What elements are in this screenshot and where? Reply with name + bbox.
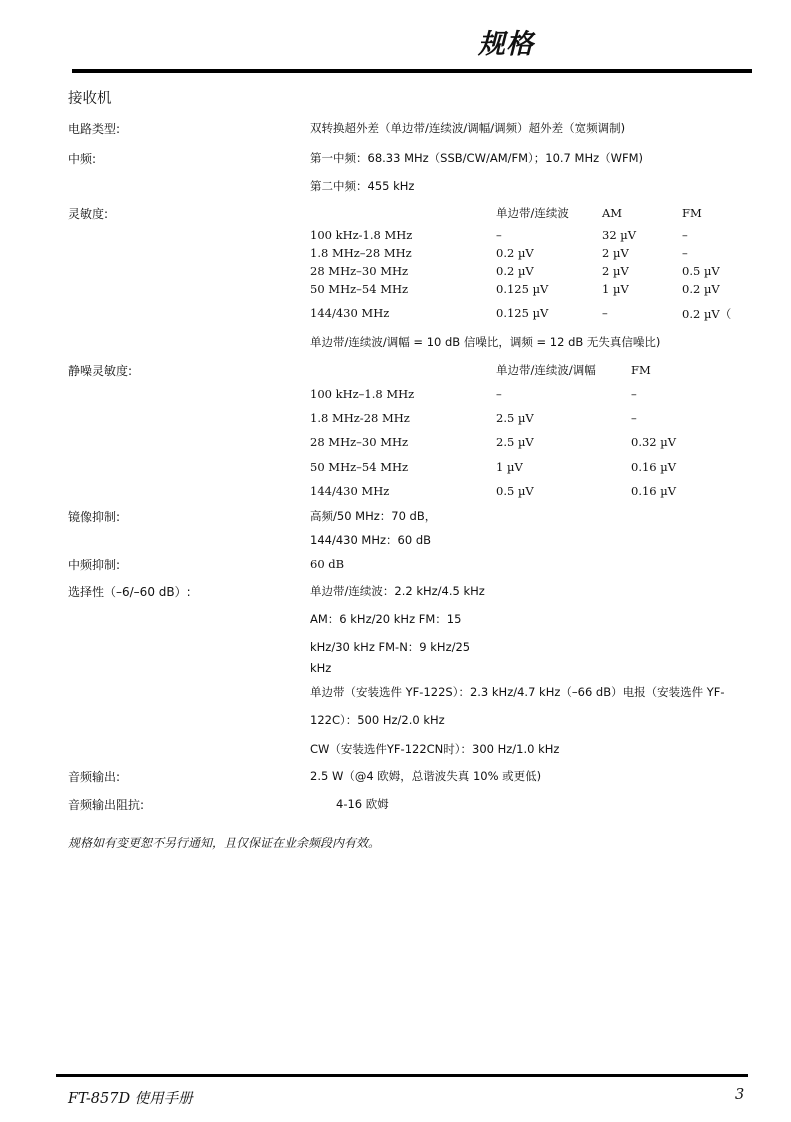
- sq-row-0-ssb: –: [496, 387, 502, 401]
- squelch-header-fm: FM: [631, 363, 651, 377]
- sensitivity-header-ssb: 单边带/连续波: [496, 206, 569, 220]
- specs-note: 规格如有变更恕不另行通知，且仅保证在业余频段内有效。: [68, 836, 381, 850]
- image-rejection-value-2: 144/430 MHz：60 dB: [310, 533, 432, 547]
- if-value-1: 第一中频：68.33 MHz（SSB/CW/AM/FM）；10.7 MHz（WFM): [310, 151, 644, 165]
- if-value-2: 第二中频：455 kHz: [310, 179, 415, 193]
- image-rejection-label: 镜像抑制:: [68, 510, 121, 524]
- sq-row-1-fm: –: [631, 411, 637, 425]
- sens-row-3-am: 1 µV: [602, 282, 629, 296]
- sq-row-4-range: 144/430 MHz: [310, 484, 390, 498]
- sensitivity-header-am: AM: [602, 206, 623, 220]
- image-rejection-value-1: 高频/50 MHz：70 dB，: [310, 509, 437, 523]
- sq-row-1-ssb: 2.5 µV: [496, 411, 534, 425]
- sens-row-0-fm: –: [682, 228, 688, 242]
- selectivity-line-0: 单边带/连续波：2.2 kHz/4.5 kHz: [310, 584, 485, 598]
- sq-row-2-range: 28 MHz–30 MHz: [310, 435, 409, 449]
- audio-impedance-label: 音频输出阻抗:: [68, 798, 145, 812]
- sens-row-1-ssb: 0.2 µV: [496, 246, 534, 260]
- sensitivity-header-fm: FM: [682, 206, 702, 220]
- squelch-header-ssb: 单边带/连续波/调幅: [496, 363, 596, 377]
- if-rejection-value: 60 dB: [310, 557, 345, 571]
- circuit-type-label: 电路类型:: [68, 122, 121, 136]
- header-rule: [72, 69, 752, 73]
- section-heading: 接收机: [68, 91, 112, 107]
- selectivity-line-3: kHz: [310, 661, 332, 675]
- sens-row-2-fm: 0.5 µV: [682, 264, 720, 278]
- sens-row-4-fm: 0.2 µV（: [682, 307, 732, 321]
- sensitivity-label: 灵敏度:: [68, 207, 109, 221]
- circuit-type-value: 双转换超外差（单边带/连续波/调幅/调频）超外差（宽频调制): [310, 121, 626, 135]
- selectivity-line-1: AM：6 kHz/20 kHz FM：15: [310, 612, 462, 626]
- audio-output-label: 音频输出:: [68, 770, 121, 784]
- sensitivity-note: 单边带/连续波/调幅 = 10 dB 信噪比，调频 = 12 dB 无失真信噪比): [310, 335, 661, 349]
- selectivity-line-6: CW（安装选件YF-122CN时）：300 Hz/1.0 kHz: [310, 742, 560, 756]
- sens-row-1-am: 2 µV: [602, 246, 629, 260]
- selectivity-label: 选择性（–6/–60 dB）:: [68, 585, 191, 599]
- if-label: 中频:: [68, 152, 97, 166]
- sens-row-2-am: 2 µV: [602, 264, 629, 278]
- selectivity-line-2: kHz/30 kHz FM-N：9 kHz/25: [310, 640, 471, 654]
- sq-row-4-ssb: 0.5 µV: [496, 484, 534, 498]
- sq-row-3-fm: 0.16 µV: [631, 460, 677, 474]
- sens-row-3-ssb: 0.125 µV: [496, 282, 549, 296]
- sq-row-0-fm: –: [631, 387, 637, 401]
- audio-impedance-value: 4-16 欧姆: [336, 797, 389, 811]
- sq-row-2-ssb: 2.5 µV: [496, 435, 534, 449]
- sens-row-2-range: 28 MHz–30 MHz: [310, 264, 409, 278]
- sq-row-1-range: 1.8 MHz-28 MHz: [310, 411, 410, 425]
- sens-row-3-fm: 0.2 µV: [682, 282, 720, 296]
- sq-row-3-ssb: 1 µV: [496, 460, 523, 474]
- page-number: 3: [735, 1087, 745, 1103]
- sens-row-1-fm: –: [682, 246, 688, 260]
- sens-row-0-range: 100 kHz-1.8 MHz: [310, 228, 413, 242]
- sens-row-4-am: –: [602, 306, 608, 320]
- sq-row-3-range: 50 MHz–54 MHz: [310, 460, 409, 474]
- if-rejection-label: 中频抑制:: [68, 558, 121, 572]
- footer-manual-title: FT-857D 使用手册: [68, 1091, 193, 1107]
- sens-row-2-ssb: 0.2 µV: [496, 264, 534, 278]
- selectivity-line-5: 122C）：500 Hz/2.0 kHz: [310, 713, 445, 727]
- sq-row-0-range: 100 kHz–1.8 MHz: [310, 387, 415, 401]
- audio-output-value: 2.5 W（@4 欧姆，总谐波失真 10% 或更低): [310, 769, 542, 783]
- sens-row-0-am: 32 µV: [602, 228, 637, 242]
- sens-row-4-range: 144/430 MHz: [310, 306, 390, 320]
- sens-row-0-ssb: –: [496, 228, 502, 242]
- sq-row-2-fm: 0.32 µV: [631, 435, 677, 449]
- sq-row-4-fm: 0.16 µV: [631, 484, 677, 498]
- page-title: 规格: [478, 29, 534, 60]
- footer-rule: [56, 1074, 748, 1077]
- sens-row-4-ssb: 0.125 µV: [496, 306, 549, 320]
- squelch-label: 静噪灵敏度:: [68, 364, 133, 378]
- selectivity-line-4: 单边带（安装选件 YF-122S）：2.3 kHz/4.7 kHz（–66 dB）电报（安装选件 YF-: [310, 685, 725, 699]
- sens-row-3-range: 50 MHz–54 MHz: [310, 282, 409, 296]
- sens-row-1-range: 1.8 MHz–28 MHz: [310, 246, 412, 260]
